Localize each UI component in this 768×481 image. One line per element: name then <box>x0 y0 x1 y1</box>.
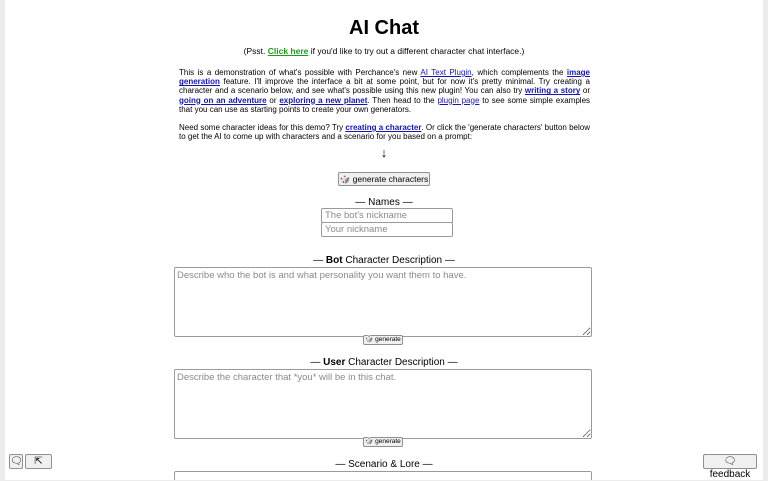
psst-text-before: (Psst. <box>243 46 268 56</box>
image-generation-link[interactable]: image generation <box>179 68 590 87</box>
names-label: — Names — <box>355 197 413 208</box>
generate-characters-button[interactable]: 🎲 generate characters <box>339 174 429 184</box>
intro-text-span: or <box>580 86 590 96</box>
intro-text-span: . Then head to the <box>367 95 438 105</box>
expand-icon-button[interactable]: ⇱ <box>25 454 52 469</box>
bot-description-textarea[interactable] <box>174 267 592 337</box>
bot-nickname-input[interactable] <box>321 208 453 223</box>
intro-text-span: or <box>266 95 280 105</box>
scenario-textarea[interactable] <box>174 471 592 480</box>
user-nickname-input[interactable] <box>321 222 453 237</box>
intro-text <box>179 68 590 150</box>
intro-text-span: . Or click the 'generate characters' button below to get the AI to come up with characters and a scenario for you based on a prompt: <box>179 123 590 142</box>
label-bold: User <box>323 357 346 368</box>
feedback-button[interactable]: 🗨 feedback <box>703 454 757 469</box>
plugin-page-link[interactable]: plugin page <box>437 95 480 105</box>
user-description-label <box>5 357 763 369</box>
scenario-label: — Scenario & Lore — <box>335 459 433 470</box>
intro-text-span: to see some simple examples that you can use as starting points to create your own generators. <box>179 95 591 114</box>
label-suffix: Character Description — <box>345 357 458 368</box>
creating-a-character-link[interactable]: creating a character <box>345 123 422 133</box>
exploring-a-new-planet-link[interactable]: exploring a new planet <box>279 95 368 105</box>
intro-text-span: , which complements the <box>471 68 567 77</box>
psst-click-here-link[interactable]: Click here <box>267 46 309 56</box>
writing-a-story-link[interactable]: writing a story <box>524 86 581 96</box>
down-arrow-icon: ↓ <box>380 145 388 160</box>
intro-paragraph-2 <box>179 123 590 141</box>
intro-paragraph-1 <box>179 68 590 114</box>
going-on-an-adventure-link[interactable]: going on an adventure <box>179 95 267 105</box>
ai-text-plugin-link[interactable]: AI Text Plugin <box>420 68 472 77</box>
psst-text-after: if you'd like to try out a different character chat interface.) <box>308 46 525 56</box>
label-bold: Bot <box>325 255 343 266</box>
generate-user-description-button[interactable]: 🎲 generate <box>363 437 403 447</box>
psst-note <box>5 46 763 57</box>
label-prefix: — <box>310 357 324 368</box>
page <box>5 0 763 480</box>
intro-text-span: This is a demonstration of what's possible with Perchance's new <box>179 68 421 77</box>
chat-icon-button[interactable]: 🗨 <box>10 456 23 467</box>
generate-bot-description-button[interactable]: 🎲 generate <box>363 335 403 345</box>
label-suffix: Character Description — <box>342 255 455 266</box>
user-description-textarea[interactable] <box>174 369 592 439</box>
intro-text-span: Need some character ideas for this demo? Try <box>179 123 346 133</box>
intro-text-span: feature. I'll improve the interface a bit at some point, but for now it's pretty minimal. Try creating a character and a scenario below, and see what's possible using this new plugin! You can also try <box>179 77 590 96</box>
page-title: AI Chat <box>349 17 419 39</box>
bot-description-label <box>5 255 763 267</box>
label-prefix: — <box>313 255 326 266</box>
